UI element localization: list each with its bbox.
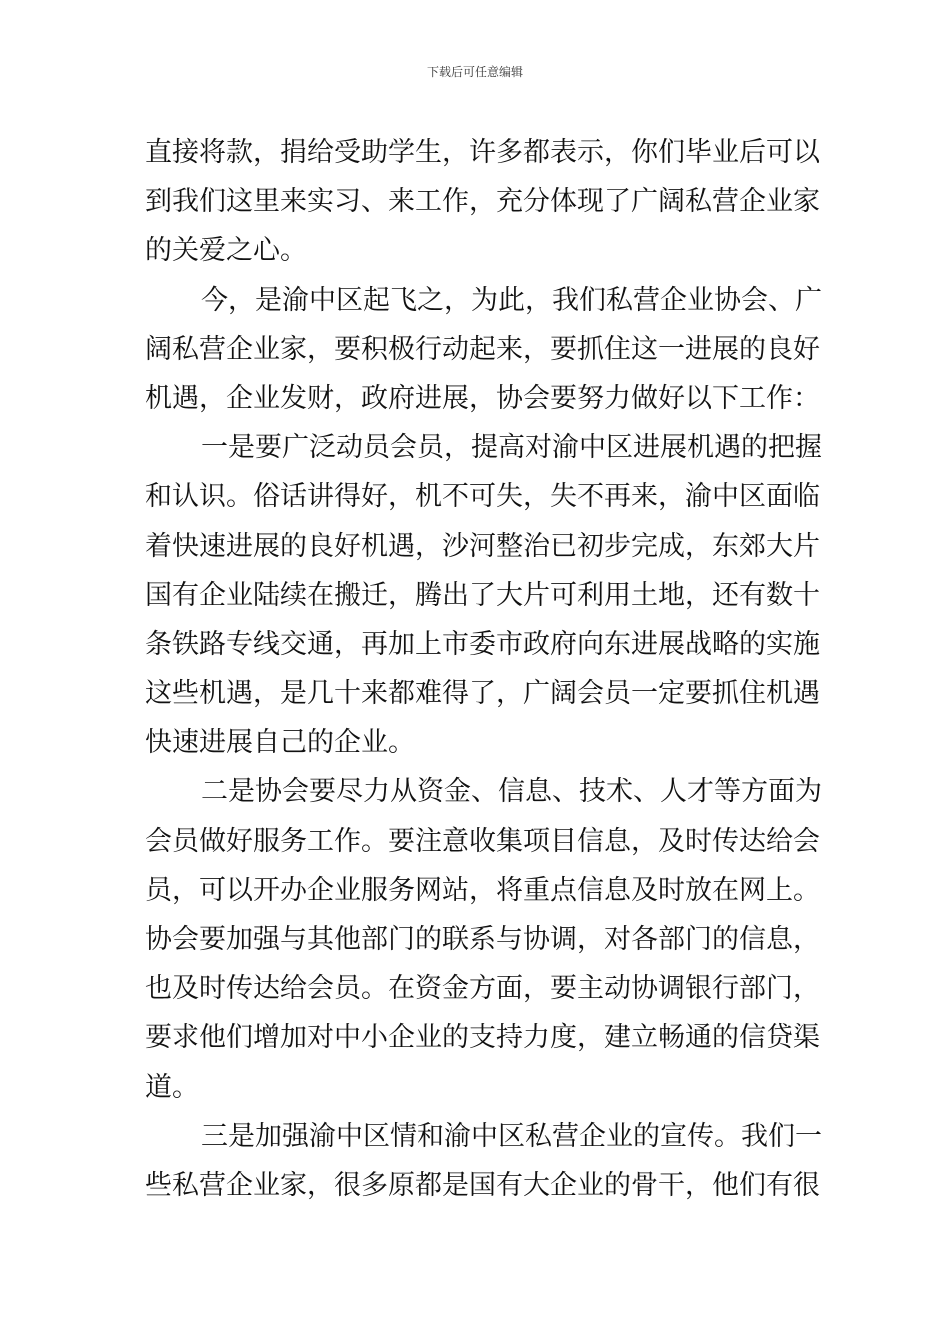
text-line: 道。 bbox=[145, 1071, 199, 1103]
text-line: 三是加强渝中区情和渝中区私营企业的宣传。我们一 bbox=[201, 1120, 822, 1152]
body-text bbox=[145, 128, 822, 1210]
text-line: 直接将款，捐给受助学生，许多都表示，你们毕业后可以 bbox=[145, 137, 820, 168]
text-line: 的关爱之心。 bbox=[145, 235, 307, 267]
text-line: 机遇，企业发财，政府进展，协会要努力做好以下工作： bbox=[145, 382, 820, 414]
text-line: 到我们这里来实习、来工作，充分体现了广阔私营企业家 bbox=[145, 186, 820, 218]
text-line: 快速进展自己的企业。 bbox=[145, 727, 415, 759]
text-line: 协会要加强与其他部门的联系与协调，对各部门的信息， bbox=[145, 924, 820, 955]
text-line: 条铁路专线交通，再加上市委市政府向东进展战略的实施 bbox=[145, 628, 820, 660]
text-line: 今，是渝中区起飞之，为此，我们私营企业协会、广 bbox=[201, 284, 822, 316]
text-line: 要求他们增加对中小企业的支持力度，建立畅通的信贷渠 bbox=[145, 1022, 820, 1054]
text-line: 二是协会要尽力从资金、信息、技术、人才等方面为 bbox=[201, 776, 822, 808]
text-line: 些私营企业家，很多原都是国有大企业的骨干，他们有很 bbox=[145, 1169, 820, 1201]
text-line: 也及时传达给会员。在资金方面，要主动协调银行部门， bbox=[145, 973, 820, 1005]
text-line: 一是要广泛动员会员，提高对渝中区进展机遇的把握 bbox=[201, 432, 822, 464]
text-line: 阔私营企业家，要积极行动起来，要抓住这一进展的良好 bbox=[145, 333, 820, 365]
page-header: 下载后可任意编辑 bbox=[426, 65, 523, 79]
text-line: 这些机遇，是几十来都难得了，广阔会员一定要抓住机遇 bbox=[145, 678, 820, 710]
text-line: 国有企业陆续在搬迁，腾出了大片可利用土地，还有数十 bbox=[145, 579, 820, 611]
text-line: 和认识。俗话讲得好，机不可失，失不再来，渝中区面临 bbox=[145, 481, 820, 513]
text-line: 员，可以开办企业服务网站，将重点信息及时放在网上。 bbox=[145, 874, 820, 906]
text-line: 会员做好服务工作。要注意收集项目信息，及时传达给会 bbox=[145, 825, 820, 857]
text-line: 着快速进展的良好机遇，沙河整治已初步完成，东郊大片 bbox=[145, 530, 820, 562]
